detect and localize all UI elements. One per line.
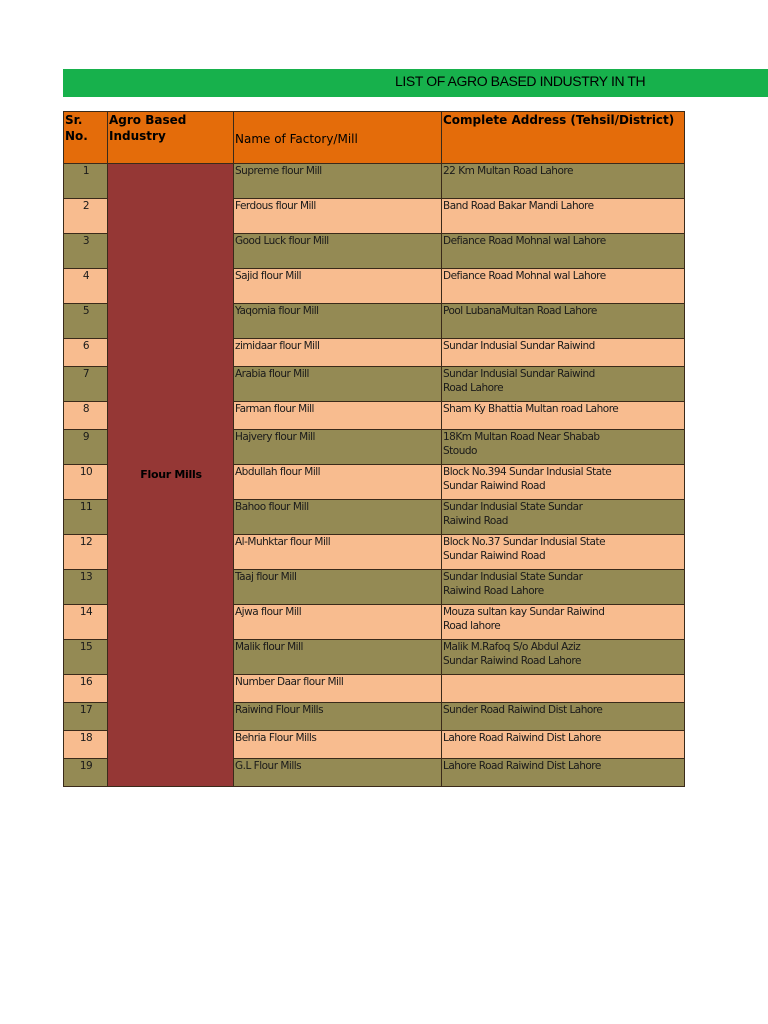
header-industry: Agro Based Industry	[108, 112, 234, 164]
factory-name-cell: Supreme flour Mill	[234, 164, 442, 199]
factory-name-cell: Yaqomia flour Mill	[234, 304, 442, 339]
sr-cell: 1	[64, 164, 108, 199]
address-cell: Lahore Road Raiwind Dist Lahore	[442, 759, 685, 787]
sr-cell: 16	[64, 675, 108, 703]
sr-cell: 9	[64, 430, 108, 465]
address-cell	[442, 675, 685, 703]
address-cell: Sundar Indusial Sundar Raiwind	[442, 339, 685, 367]
factory-name-cell: Ferdous flour Mill	[234, 199, 442, 234]
sr-cell: 14	[64, 605, 108, 640]
factory-name-cell: Good Luck flour Mill	[234, 234, 442, 269]
page-title: LIST OF AGRO BASED INDUSTRY IN TH	[395, 73, 646, 89]
address-cell: Malik M.Rafoq S/o Abdul Aziz Sundar Raiwind Road Lahore	[442, 640, 685, 675]
header-name: Name of Factory/Mill	[234, 112, 442, 164]
factory-name-cell: Raiwind Flour Mills	[234, 703, 442, 731]
sr-cell: 13	[64, 570, 108, 605]
factory-name-cell: Al-Muhktar flour Mill	[234, 535, 442, 570]
sr-cell: 4	[64, 269, 108, 304]
factory-name-cell: Number Daar flour Mill	[234, 675, 442, 703]
factory-name-cell: G.L Flour Mills	[234, 759, 442, 787]
address-cell: Sundar Indusial Sundar Raiwind Road Lahore	[442, 367, 685, 402]
header-address: Complete Address (Tehsil/District)	[442, 112, 685, 164]
factory-name-cell: Bahoo flour Mill	[234, 500, 442, 535]
sr-cell: 10	[64, 465, 108, 500]
industry-cell: Flour Mills	[108, 164, 234, 787]
sr-cell: 5	[64, 304, 108, 339]
title-banner	[63, 69, 768, 97]
header-row	[64, 112, 685, 164]
address-cell: 22 Km Multan Road Lahore	[442, 164, 685, 199]
address-cell: Sham Ky Bhattia Multan road Lahore	[442, 402, 685, 430]
sr-cell: 8	[64, 402, 108, 430]
address-cell: Block No.394 Sundar Indusial State Sundar Raiwind Road	[442, 465, 685, 500]
factory-name-cell: Behria Flour Mills	[234, 731, 442, 759]
address-cell: 18Km Multan Road Near Shabab Stoudo	[442, 430, 685, 465]
sr-cell: 3	[64, 234, 108, 269]
address-cell: Defiance Road Mohnal wal Lahore	[442, 269, 685, 304]
factory-name-cell: Abdullah flour Mill	[234, 465, 442, 500]
address-cell: Pool LubanaMultan Road Lahore	[442, 304, 685, 339]
factory-name-cell: Taaj flour Mill	[234, 570, 442, 605]
address-cell: Mouza sultan kay Sundar Raiwind Road lahore	[442, 605, 685, 640]
factory-name-cell: Ajwa flour Mill	[234, 605, 442, 640]
sr-cell: 15	[64, 640, 108, 675]
header-sr: Sr. No.	[64, 112, 108, 164]
sr-cell: 6	[64, 339, 108, 367]
table-row	[64, 164, 685, 199]
sr-cell: 2	[64, 199, 108, 234]
sr-cell: 19	[64, 759, 108, 787]
address-cell: Sundar Indusial State Sundar Raiwind Road Lahore	[442, 570, 685, 605]
factory-name-cell: Farman flour Mill	[234, 402, 442, 430]
industry-table	[63, 111, 685, 787]
address-cell: Band Road Bakar Mandi Lahore	[442, 199, 685, 234]
factory-name-cell: zimidaar flour Mill	[234, 339, 442, 367]
address-cell: Lahore Road Raiwind Dist Lahore	[442, 731, 685, 759]
factory-name-cell: Malik flour Mill	[234, 640, 442, 675]
address-cell: Block No.37 Sundar Indusial State Sundar Raiwind Road	[442, 535, 685, 570]
factory-name-cell: Hajvery flour Mill	[234, 430, 442, 465]
factory-name-cell: Sajid flour Mill	[234, 269, 442, 304]
sr-cell: 17	[64, 703, 108, 731]
address-cell: Sunder Road Raiwind Dist Lahore	[442, 703, 685, 731]
sr-cell: 7	[64, 367, 108, 402]
address-cell: Defiance Road Mohnal wal Lahore	[442, 234, 685, 269]
address-cell: Sundar Indusial State Sundar Raiwind Road	[442, 500, 685, 535]
sr-cell: 18	[64, 731, 108, 759]
sr-cell: 12	[64, 535, 108, 570]
factory-name-cell: Arabia flour Mill	[234, 367, 442, 402]
sr-cell: 11	[64, 500, 108, 535]
